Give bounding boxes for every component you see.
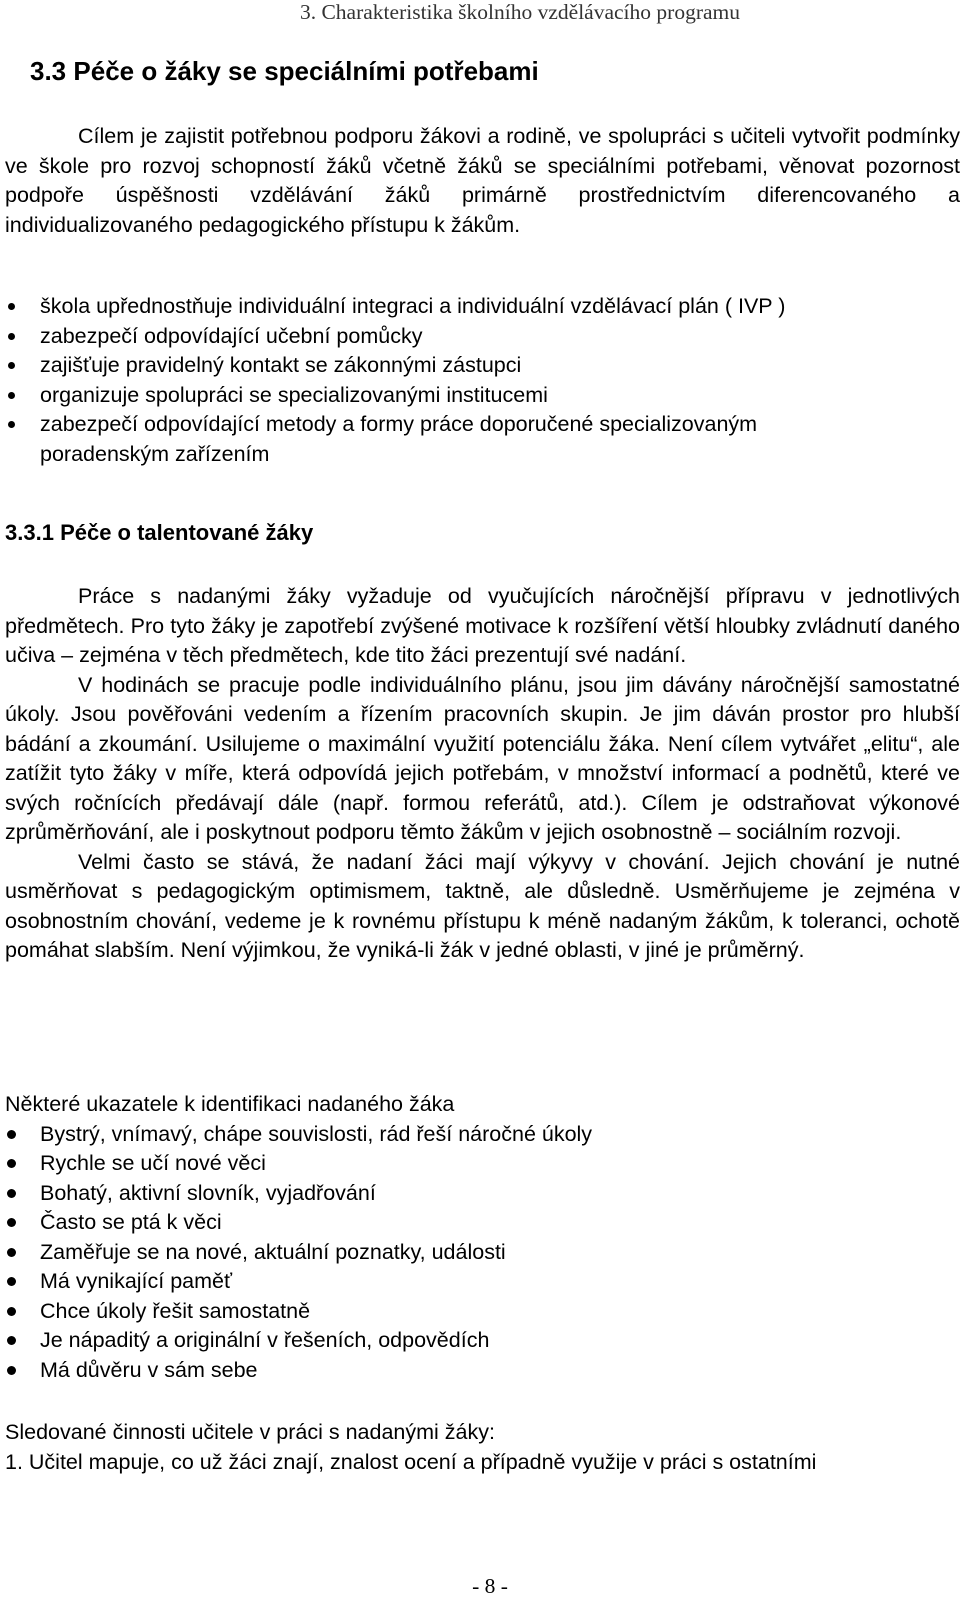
section-heading (30, 56, 539, 87)
section-number: 3.3 (30, 56, 67, 86)
bullet-icon (7, 1307, 16, 1316)
bullet-icon (8, 392, 15, 399)
list-item: zajišťuje pravidelný kontakt se zákonnými zástupci (5, 351, 960, 381)
bullet-icon (7, 1248, 16, 1257)
subsection-paragraph-1: Práce s nadanými žáky vyžaduje od vyučujících náročnější přípravu v jednotlivých předmětech. Pro tyto žáky je zapotřebí zvýšené motivace k rozšíření větší hloubky zvládnutí daného učiva – zejména v těch předmětech, kde tito žáci prezentují své nadání. (5, 584, 960, 667)
bullet-icon (8, 333, 15, 340)
bullet-icon (7, 1366, 16, 1375)
list-item: organizuje spolupráci se specializovanými institucemi (5, 381, 960, 411)
activities-heading: Sledované činnosti učitele v práci s nadanými žáky: (5, 1420, 495, 1444)
subsection-heading (5, 520, 960, 546)
activities-block (5, 1418, 960, 1477)
bullet-icon (7, 1159, 16, 1168)
indicators-list (5, 1120, 960, 1386)
bullet-icon (8, 421, 15, 428)
list-item: zabezpečí odpovídající učební pomůcky (5, 322, 960, 352)
subsection-title: Péče o talentované žáky (60, 520, 314, 545)
list-item: Chce úkoly řešit samostatně (5, 1297, 960, 1327)
list-item: Je nápaditý a originální v řešeních, odpovědích (5, 1326, 960, 1356)
bullet-icon (8, 303, 15, 310)
bullet-icon (7, 1336, 16, 1345)
list-item: Má důvěru v sám sebe (5, 1356, 960, 1386)
list-item: Často se ptá k věci (5, 1208, 960, 1238)
bullet-icon (7, 1218, 16, 1227)
section-bullet-list (5, 292, 960, 469)
list-item: zabezpečí odpovídající metody a formy práce doporučené specializovaným poradenským zařízením (5, 410, 960, 469)
section-intro-block (5, 122, 960, 240)
subsection-body (5, 582, 960, 966)
subsection-number: 3.3.1 (5, 520, 54, 545)
list-item: Zaměřuje se na nové, aktuální poznatky, události (5, 1238, 960, 1268)
indicators-block (5, 1090, 960, 1385)
list-item: Bohatý, aktivní slovník, vyjadřování (5, 1179, 960, 1209)
page-number: - 8 - (472, 1574, 508, 1598)
bullet-icon (7, 1189, 16, 1198)
subsection-paragraph-2: V hodinách se pracuje podle individuálního plánu, jsou jim dávány náročnější samostatné úkoly. Jsou pověřováni vedením a řízením pracovních skupin. Je jim dáván prostor pro hlubší bádání a zkoumání. Usilujeme o maximální využití potenciálu žáka. Není cílem vytvářet „elitu“, ale zatížit tyto žáky v míře, která odpovídá jejich potřebám, v množství informací a podnětů, které ve svých ročnících předávají dále (např. formou referátů, atd.). Cílem je odstraňovat výkonové zprůměrňování, ale i poskytnout podporu těmto žákům v jejich osobnostně – sociálním rozvoji. (5, 672, 960, 844)
section-title: Péče o žáky se speciálními potřebami (73, 56, 539, 86)
section-bullet-list-block (5, 292, 960, 469)
bullet-icon (8, 362, 15, 369)
list-item: škola upřednostňuje individuální integraci a individuální vzdělávací plán ( IVP ) (5, 292, 960, 322)
list-item: Má vynikající paměť (5, 1267, 960, 1297)
section-intro: Cílem je zajistit potřebnou podporu žákovi a rodině, ve spolupráci s učiteli vytvořit podmínky ve škole pro rozvoj schopností žáků včetně žáků se speciálními potřebami, věnovat pozornost podpoře úspěšnosti vzdělávání žáků primárně prostřednictvím diferencovaného a individualizovaného pedagogického přístupu k žákům. (5, 124, 960, 237)
bullet-icon (7, 1130, 16, 1139)
bullet-icon (7, 1277, 16, 1286)
indicators-heading: Některé ukazatele k identifikaci nadaného žáka (5, 1092, 455, 1116)
running-header: 3. Charakteristika školního vzdělávacího programu (299, 0, 740, 24)
list-item: Bystrý, vnímavý, chápe souvislosti, rád řeší náročné úkoly (5, 1120, 960, 1150)
list-item: Rychle se učí nové věci (5, 1149, 960, 1179)
subsection-paragraph-3: Velmi často se stává, že nadaní žáci mají výkyvy v chování. Jejich chování je nutné usměrňovat s pedagogickým optimismem, taktně, ale důsledně. Usměrňujeme je zejména v osobnostním chování, vedeme je k rovnému přístupu k méně nadaným žákům, k toleranci, ochotě pomáhat slabším. Není výjimkou, že vyniká-li žák v jedné oblasti, v jiné je průměrný. (5, 849, 960, 962)
activities-item-1: 1. Učitel mapuje, co už žáci znají, znalost ocení a případně využije v práci s ostatními (5, 1449, 817, 1474)
